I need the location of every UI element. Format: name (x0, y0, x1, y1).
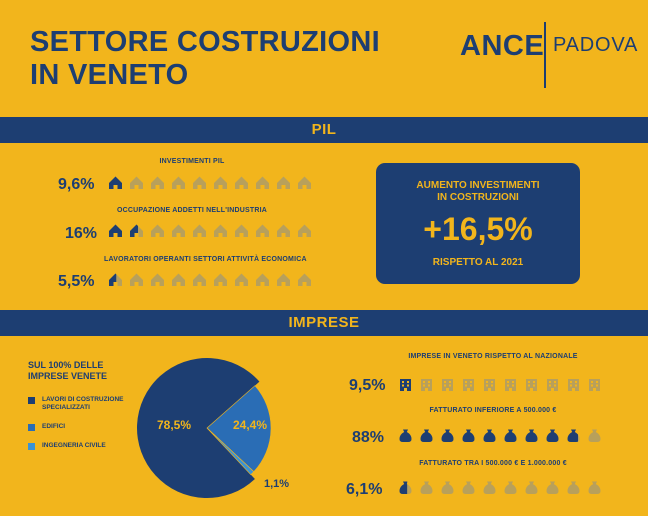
house-icon (192, 175, 207, 190)
pie-legend-title-1: SUL 100% DELLE (28, 360, 104, 370)
money-bag-icon (545, 428, 560, 443)
imprese-row-3-value: 6,1% (346, 481, 383, 498)
money-bag-icon (419, 480, 434, 495)
money-bag-icon (566, 480, 581, 495)
pie-legend-title-2: IMPRESE VENETE (28, 371, 108, 381)
house-icon (255, 272, 270, 287)
house-icon (171, 223, 186, 238)
house-icon (276, 175, 291, 190)
house-icon (150, 175, 165, 190)
money-bag-icon (461, 428, 476, 443)
house-icon (255, 223, 270, 238)
house-icon (171, 175, 186, 190)
house-icon (129, 272, 144, 287)
money-bag-icon (503, 480, 518, 495)
logo-divider (544, 22, 546, 88)
money-bag-icon (545, 480, 560, 495)
building-icon (587, 377, 602, 392)
legend-swatch (28, 443, 35, 450)
box-subtitle: RISPETTO AL 2021 (432, 257, 524, 268)
money-bag-icon (440, 428, 455, 443)
house-icon (150, 272, 165, 287)
building-icon (524, 377, 539, 392)
box-big-value: +16,5% (423, 211, 533, 247)
house-icon (234, 223, 249, 238)
building-icon (461, 377, 476, 392)
pil-row-2-label: OCCUPAZIONE ADDETTI NELL'INDUSTRIA (116, 207, 268, 214)
house-icon (213, 175, 228, 190)
pie-label-specializzati: 78,5% (157, 418, 192, 432)
pie-legend-title (28, 360, 107, 382)
house-icon (276, 272, 291, 287)
pie-label-edifici: 24,4% (233, 418, 268, 432)
pil-row-2-icons (108, 223, 312, 238)
house-icon (108, 272, 123, 287)
money-bag-icon (482, 428, 497, 443)
building-icon (482, 377, 497, 392)
title-line-2: IN VENETO (30, 59, 189, 91)
imprese-row-2-value: 88% (352, 429, 385, 446)
pil-row-2-value: 16% (65, 225, 98, 242)
money-bag-icon (419, 428, 434, 443)
section-heading-imprese: IMPRESE (288, 314, 360, 331)
house-icon (108, 223, 123, 238)
imprese-row-3-icons (398, 480, 602, 495)
house-icon (192, 272, 207, 287)
box-title-line-1: AUMENTO INVESTIMENTI (416, 180, 540, 191)
house-icon (297, 272, 312, 287)
legend-label: INGEGNERIA CIVILE (42, 442, 106, 449)
logo-ance: ANCE (460, 30, 545, 62)
house-icon (150, 223, 165, 238)
money-bag-icon (461, 480, 476, 495)
money-bag-icon (503, 428, 518, 443)
box-title-line-2: IN COSTRUZIONI (437, 192, 519, 203)
house-icon (213, 223, 228, 238)
legend-item-edifici (28, 423, 124, 431)
logo-city: PADOVA (553, 34, 639, 56)
legend-swatch (28, 397, 35, 404)
money-bag-icon (524, 480, 539, 495)
money-bag-icon (482, 480, 497, 495)
pil-row-1-icons (108, 175, 312, 190)
legend-item-ingegneria (28, 442, 124, 450)
imprese-row-1-value: 9,5% (349, 377, 386, 394)
pie-label-ingegneria: 1,1% (264, 478, 290, 490)
money-bag-icon (440, 480, 455, 495)
building-icon (545, 377, 560, 392)
section-band-imprese (0, 310, 648, 336)
pil-row-1-label: INVESTIMENTI PIL (159, 158, 225, 165)
pie-chart (130, 350, 330, 516)
money-bag-icon (524, 428, 539, 443)
pie-legend (28, 396, 124, 450)
pil-row-3-icons (108, 272, 312, 287)
investment-highlight-box (376, 163, 580, 284)
building-icon (503, 377, 518, 392)
house-icon (276, 223, 291, 238)
imprese-row-2-label: FATTURATO INFERIORE A 500.000 € (429, 407, 557, 414)
house-icon (129, 175, 144, 190)
house-icon (297, 223, 312, 238)
pil-row-3-label: LAVORATORI OPERANTI SETTORI ATTIVITÀ ECONOMICA (104, 256, 307, 263)
money-bag-icon (566, 428, 581, 443)
building-icon (419, 377, 434, 392)
house-icon (234, 175, 249, 190)
imprese-row-2-icons (398, 428, 602, 443)
house-icon (297, 175, 312, 190)
building-icon (566, 377, 581, 392)
building-icon (440, 377, 455, 392)
page-title (30, 26, 380, 92)
house-icon (108, 175, 123, 190)
pil-row-1-value: 9,6% (58, 176, 95, 193)
pil-row-3-value: 5,5% (58, 273, 95, 290)
house-icon (255, 175, 270, 190)
section-band-pil (0, 117, 648, 143)
legend-label: EDIFICI (42, 423, 66, 430)
house-icon (171, 272, 186, 287)
legend-swatch (28, 424, 35, 431)
house-icon (234, 272, 249, 287)
imprese-row-3-label: FATTURATO TRA I 500.000 € E 1.000.000 € (419, 460, 567, 467)
house-icon (213, 272, 228, 287)
money-bag-icon (587, 428, 602, 443)
legend-label: LAVORI DI COSTRUZIONE SPECIALIZZATI (42, 396, 124, 411)
section-heading-pil: PIL (311, 121, 337, 138)
legend-item-specializzati (28, 396, 124, 412)
house-icon (129, 223, 144, 238)
building-icon (398, 377, 413, 392)
money-bag-icon (398, 428, 413, 443)
title-line-1: SETTORE COSTRUZIONI (30, 26, 380, 58)
money-bag-icon (587, 480, 602, 495)
imprese-row-1-icons (398, 377, 602, 392)
money-bag-icon (398, 480, 413, 495)
house-icon (192, 223, 207, 238)
imprese-row-1-label: IMPRESE IN VENETO RISPETTO AL NAZIONALE (408, 353, 578, 360)
